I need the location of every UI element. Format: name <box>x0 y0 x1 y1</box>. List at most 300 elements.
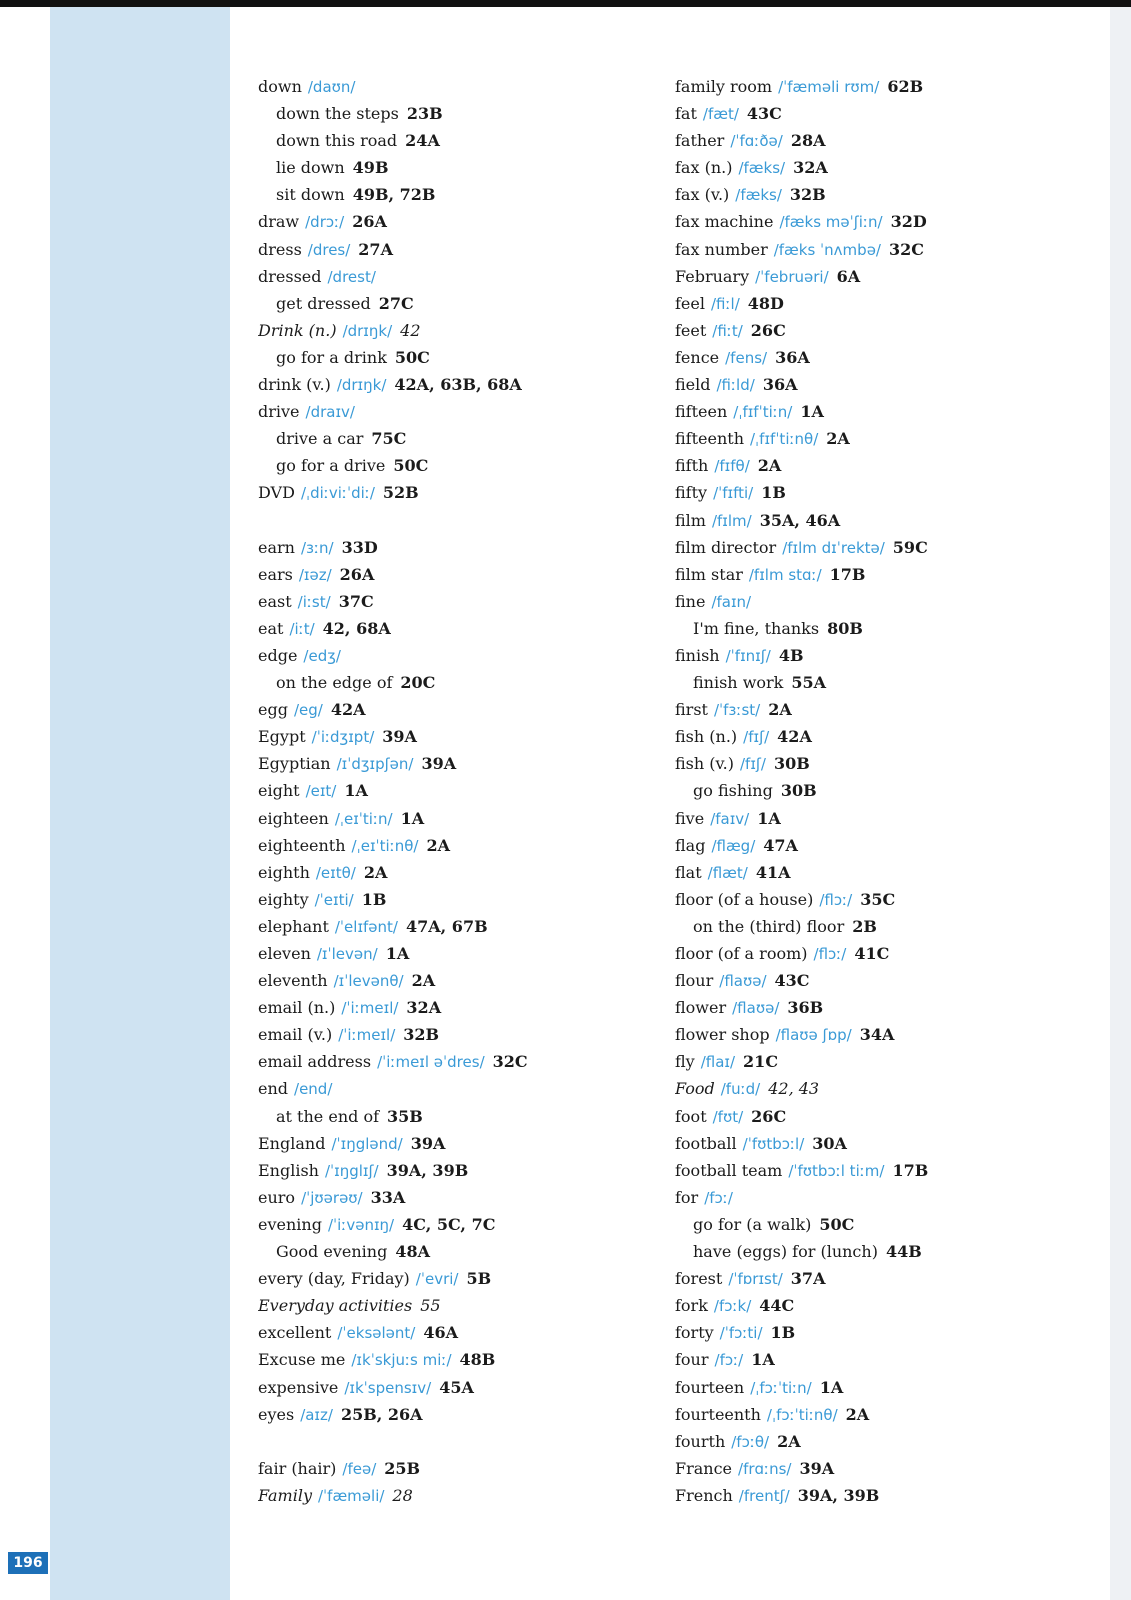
headword: family room <box>675 77 773 96</box>
pronunciation: /fɔːθ/ <box>731 1432 770 1451</box>
unit-reference: 42A, 63B, 68A <box>394 375 522 395</box>
pronunciation: /drest/ <box>327 267 376 286</box>
index-entry <box>258 777 658 804</box>
unit-reference: 80B <box>827 618 863 638</box>
index-entry <box>258 750 658 777</box>
index-entry <box>675 967 1075 994</box>
unit-reference: 26A <box>339 564 375 584</box>
headword: drink (v.) <box>258 375 331 395</box>
index-entry <box>258 452 658 479</box>
headword: fifth <box>675 456 709 476</box>
unit-reference: 27A <box>358 239 393 259</box>
headword: go for (a walk) <box>693 1214 812 1234</box>
headword: fish (n.) <box>675 727 738 747</box>
index-entry <box>675 1130 1075 1157</box>
pronunciation: /ɪˈlevən/ <box>316 945 378 963</box>
index-entry <box>675 669 1075 696</box>
index-entry <box>258 1401 658 1428</box>
pronunciation: /fɪlm/ <box>711 511 752 530</box>
pronunciation: /fæks/ <box>738 159 786 178</box>
index-entry <box>675 750 1075 777</box>
index-entry <box>258 994 658 1021</box>
unit-reference: 27C <box>378 293 414 313</box>
unit-reference: 50C <box>819 1214 855 1234</box>
index-entry <box>258 1184 658 1211</box>
index-entry <box>675 317 1075 344</box>
headword: fax number <box>675 239 768 259</box>
pronunciation: /ˈfæməli/ <box>318 1486 385 1505</box>
unit-reference: 39A <box>410 1133 446 1153</box>
headword: finish <box>675 645 720 665</box>
headword: Good evening <box>276 1242 388 1262</box>
index-entry <box>675 452 1075 479</box>
index-entry <box>258 967 658 994</box>
index-entry <box>258 1075 658 1102</box>
unit-reference: 1A <box>344 781 368 801</box>
pronunciation: /ˈɪŋglənd/ <box>331 1134 403 1153</box>
index-entry <box>675 371 1075 398</box>
pronunciation: /faɪn/ <box>711 592 752 611</box>
index-entry <box>258 236 658 263</box>
headword: email (n.) <box>258 998 336 1018</box>
unit-reference: 4B <box>778 645 804 665</box>
pronunciation: /ˈfebruəri/ <box>755 267 829 286</box>
index-entry <box>675 615 1075 642</box>
index-entry <box>258 615 658 642</box>
index-entry <box>258 696 658 723</box>
headword: feet <box>675 320 707 340</box>
index-entry <box>675 263 1075 290</box>
headword: sit down <box>276 185 345 205</box>
section-gap <box>258 507 658 534</box>
headword: eight <box>258 781 300 801</box>
index-entry <box>675 1238 1075 1265</box>
index-entry <box>675 154 1075 181</box>
headword: eat <box>258 618 284 638</box>
headword: DVD <box>258 483 295 503</box>
pronunciation: /ˈfɜːst/ <box>713 701 761 720</box>
index-entry <box>675 1103 1075 1130</box>
pronunciation: /fɔː/ <box>704 1188 733 1207</box>
pronunciation: /ˌeɪˈtiːn/ <box>334 809 393 828</box>
pronunciation: /ˈfɪnɪʃ/ <box>725 646 771 665</box>
pronunciation: /eɪtθ/ <box>315 863 356 882</box>
headword: fourteen <box>675 1377 745 1397</box>
index-entry <box>258 1292 658 1319</box>
headword: eighteen <box>258 808 329 828</box>
headword: lie down <box>276 158 345 178</box>
index-entry <box>258 1319 658 1346</box>
index-entry <box>675 73 1075 100</box>
unit-reference: 32A <box>793 158 828 178</box>
index-entry <box>675 479 1075 506</box>
pronunciation: /flaʊə ʃɒp/ <box>775 1026 852 1045</box>
pronunciation: /fɪfθ/ <box>714 457 750 476</box>
index-entry <box>258 73 658 100</box>
unit-reference: 6A <box>836 266 861 286</box>
index-entry <box>258 805 658 832</box>
unit-reference: 39A, 39B <box>797 1485 880 1505</box>
headword: on the (third) floor <box>693 916 845 936</box>
unit-reference: 28 <box>392 1485 413 1505</box>
index-entry <box>675 696 1075 723</box>
unit-reference: 24A <box>405 131 440 151</box>
pronunciation: /fæks məˈʃiːn/ <box>779 213 883 232</box>
unit-reference: 2A <box>768 700 792 720</box>
pronunciation: /flæg/ <box>711 836 756 855</box>
unit-reference: 75C <box>371 429 407 449</box>
headword: eleven <box>258 944 311 963</box>
headword: every (day, Friday) <box>258 1269 410 1289</box>
headword: evening <box>258 1214 322 1234</box>
pronunciation: /ˈelɪfənt/ <box>334 917 398 936</box>
headword: east <box>258 591 292 611</box>
unit-reference: 20C <box>400 673 436 693</box>
headword: France <box>675 1458 733 1478</box>
headword: flower shop <box>675 1025 770 1045</box>
index-entry <box>675 100 1075 127</box>
unit-reference: 30A <box>812 1133 847 1153</box>
index-entry <box>258 534 658 561</box>
pronunciation: /flaʊə/ <box>719 972 767 991</box>
unit-reference: 35B <box>387 1106 423 1126</box>
headword: have (eggs) for (lunch) <box>693 1242 878 1262</box>
index-entry <box>258 642 658 669</box>
headword: fifty <box>675 483 708 503</box>
index-entry <box>675 913 1075 940</box>
index-column-right <box>675 73 1075 1509</box>
pronunciation: /drɪŋk/ <box>336 376 387 395</box>
index-entry <box>675 805 1075 832</box>
index-entry <box>675 886 1075 913</box>
headword: dressed <box>258 266 322 286</box>
index-entry <box>258 317 658 344</box>
index-entry <box>258 1157 658 1184</box>
index-entry <box>258 290 658 317</box>
unit-reference: 52B <box>382 483 419 503</box>
unit-reference: 50C <box>393 456 429 476</box>
headword: eleventh <box>258 971 328 991</box>
headword: flour <box>675 971 714 991</box>
unit-reference: 26A <box>352 212 387 232</box>
index-entry <box>258 588 658 615</box>
unit-reference: 41C <box>854 944 890 963</box>
headword: for <box>675 1187 699 1207</box>
pronunciation: /fiːld/ <box>716 376 755 395</box>
index-entry <box>675 208 1075 235</box>
unit-reference: 30B <box>774 754 810 774</box>
unit-reference: 43C <box>774 971 810 991</box>
pronunciation: /fɔːk/ <box>713 1297 752 1316</box>
unit-reference: 17B <box>829 564 866 584</box>
unit-reference: 42, 43 <box>768 1079 820 1099</box>
pronunciation: /fɪʃ/ <box>743 728 770 747</box>
unit-reference: 26C <box>750 320 786 340</box>
headword: get dressed <box>276 293 371 313</box>
pronunciation: /frɑːns/ <box>738 1459 792 1478</box>
unit-reference: 23B <box>406 104 443 124</box>
unit-reference: 21C <box>743 1052 779 1072</box>
pronunciation: /fɪlm stɑː/ <box>748 565 822 584</box>
section-gap <box>258 1428 658 1455</box>
headword: four <box>675 1350 709 1370</box>
headword: fat <box>675 104 697 124</box>
index-entry <box>675 290 1075 317</box>
unit-reference: 2A <box>826 429 850 449</box>
unit-reference: 55 <box>420 1296 441 1316</box>
headword: fax (v.) <box>675 185 730 205</box>
headword: Excuse me <box>258 1350 346 1370</box>
pronunciation: /draɪv/ <box>305 403 355 422</box>
headword: film director <box>675 537 777 557</box>
index-entry <box>675 994 1075 1021</box>
index-entry <box>258 1238 658 1265</box>
pronunciation: /ˌfɔːˈtiːn/ <box>750 1378 812 1397</box>
index-entry <box>675 859 1075 886</box>
pronunciation: /ˈeksələnt/ <box>337 1324 416 1343</box>
headword: foot <box>675 1106 707 1126</box>
unit-reference: 2B <box>852 916 877 936</box>
headword: first <box>675 700 708 720</box>
pronunciation: /fens/ <box>725 348 768 367</box>
index-entry <box>675 642 1075 669</box>
pronunciation: /ˌeɪˈtiːnθ/ <box>351 836 419 855</box>
index-entry <box>258 940 658 967</box>
headword: ears <box>258 564 293 584</box>
index-entry <box>258 1374 658 1401</box>
headword: fifteen <box>675 402 728 422</box>
pronunciation: /iːst/ <box>297 592 331 611</box>
headword: field <box>675 375 711 395</box>
headword: go for a drink <box>276 347 387 367</box>
unit-reference: 48A <box>395 1242 431 1262</box>
pronunciation: /fɪʃ/ <box>739 755 766 774</box>
index-entry <box>675 1374 1075 1401</box>
headword: floor (of a house) <box>675 889 814 909</box>
headword: drive a car <box>276 429 364 449</box>
index-entry <box>675 723 1075 750</box>
pronunciation: /ɪkˈskjuːs miː/ <box>351 1351 452 1370</box>
index-entry <box>258 1265 658 1292</box>
index-entry <box>258 344 658 371</box>
unit-reference: 47A, 67B <box>405 916 488 936</box>
index-entry <box>675 1048 1075 1075</box>
unit-reference: 2A <box>426 835 451 855</box>
pronunciation: /ˈfæməli rʊm/ <box>778 78 880 96</box>
index-entry <box>258 723 658 750</box>
index-entry <box>258 1103 658 1130</box>
headword: earn <box>258 537 295 557</box>
unit-reference: 37C <box>338 591 374 611</box>
index-entry <box>258 154 658 181</box>
headword: flower <box>675 998 727 1018</box>
unit-reference: 30B <box>780 781 817 801</box>
unit-reference: 36A <box>775 347 810 367</box>
pronunciation: /fiːt/ <box>712 321 743 340</box>
unit-reference: 17B <box>892 1160 929 1180</box>
headword: fair (hair) <box>258 1458 337 1478</box>
index-entry <box>258 561 658 588</box>
headword: Everyday activities <box>258 1296 413 1316</box>
index-entry <box>675 777 1075 804</box>
index-entry <box>258 913 658 940</box>
page-edge <box>1110 7 1131 1600</box>
headword: drive <box>258 402 300 422</box>
headword: on the edge of <box>276 673 393 693</box>
unit-reference: 36B <box>787 998 824 1018</box>
unit-reference: 42A <box>330 700 366 720</box>
headword: floor (of a room) <box>675 944 808 963</box>
headword: Food <box>675 1079 715 1099</box>
pronunciation: /ˌfɔːˈtiːnθ/ <box>766 1405 838 1424</box>
headword: email (v.) <box>258 1025 333 1045</box>
headword: fourth <box>675 1431 726 1451</box>
pronunciation: /ɪˈdʒɪpʃən/ <box>336 755 414 774</box>
unit-reference: 46A <box>423 1323 459 1343</box>
pronunciation: /fiːl/ <box>710 294 740 313</box>
index-entry <box>258 371 658 398</box>
pronunciation: /ˌfɪfˈtiːn/ <box>733 403 793 422</box>
pronunciation: /flæt/ <box>707 863 748 882</box>
pronunciation: /end/ <box>294 1080 333 1099</box>
headword: forty <box>675 1323 714 1343</box>
unit-reference: 59C <box>892 537 928 557</box>
headword: down the steps <box>276 104 399 124</box>
pronunciation: /ˈiːvənɪŋ/ <box>327 1215 395 1234</box>
unit-reference: 39A <box>382 727 417 747</box>
index-entry <box>675 1211 1075 1238</box>
index-entry <box>675 1265 1075 1292</box>
headword: excellent <box>258 1323 332 1343</box>
headword: film <box>675 510 706 530</box>
index-entry <box>675 1482 1075 1509</box>
unit-reference: 28A <box>790 131 826 151</box>
pronunciation: /drɪŋk/ <box>342 321 393 340</box>
pronunciation: /ɜːn/ <box>300 538 334 557</box>
index-entry <box>258 398 658 425</box>
index-entry <box>258 263 658 290</box>
index-entry <box>258 479 658 506</box>
unit-reference: 1A <box>751 1350 775 1370</box>
pronunciation: /flaʊə/ <box>732 999 780 1018</box>
headword: Drink (n.) <box>258 320 337 340</box>
unit-reference: 39A, 39B <box>386 1160 469 1180</box>
headword: forest <box>675 1269 723 1289</box>
unit-reference: 26C <box>751 1106 787 1126</box>
pronunciation: /faɪv/ <box>710 809 750 828</box>
pronunciation: /ˈiːmeɪl/ <box>341 999 399 1018</box>
index-entry <box>258 208 658 235</box>
unit-reference: 35C <box>860 889 896 909</box>
pronunciation: /feə/ <box>342 1459 377 1478</box>
pronunciation: /edʒ/ <box>303 646 341 665</box>
pronunciation: /flɔː/ <box>819 890 853 909</box>
unit-reference: 62B <box>887 77 924 96</box>
unit-reference: 33A <box>370 1187 406 1207</box>
unit-reference: 50C <box>394 347 430 367</box>
index-entry <box>258 1048 658 1075</box>
pronunciation: /ˌdiːviːˈdiː/ <box>300 484 375 503</box>
index-entry <box>258 886 658 913</box>
headword: email address <box>258 1052 372 1072</box>
unit-reference: 41A <box>755 862 791 882</box>
index-entry <box>258 669 658 696</box>
index-entry <box>258 1130 658 1157</box>
headword: Egyptian <box>258 754 331 774</box>
pronunciation: /ˈfɒrɪst/ <box>728 1270 783 1289</box>
page-number: 196 <box>8 1552 48 1574</box>
unit-reference: 43C <box>746 104 782 124</box>
headword: dress <box>258 239 302 259</box>
index-entry <box>258 100 658 127</box>
pronunciation: /fæks ˈnʌmbə/ <box>773 240 881 259</box>
index-entry <box>675 1319 1075 1346</box>
index-entry <box>258 1346 658 1373</box>
pronunciation: /ˈevri/ <box>415 1270 459 1289</box>
index-entry <box>675 1455 1075 1482</box>
index-column-left <box>258 73 658 1509</box>
pronunciation: /fɔː/ <box>714 1351 744 1370</box>
index-entry <box>258 425 658 452</box>
unit-reference: 1B <box>761 483 786 503</box>
unit-reference: 49B <box>352 158 389 178</box>
unit-reference: 48B <box>459 1350 496 1370</box>
pronunciation: /ˈfʊtbɔːl tiːm/ <box>788 1161 885 1180</box>
headword: end <box>258 1079 289 1099</box>
headword: Egypt <box>258 727 306 747</box>
headword: edge <box>258 645 298 665</box>
pronunciation: /frentʃ/ <box>738 1486 790 1505</box>
pronunciation: /ˈiːmeɪl əˈdres/ <box>377 1053 485 1072</box>
pronunciation: /eg/ <box>293 701 323 720</box>
index-entry <box>675 940 1075 967</box>
headword: fax machine <box>675 212 774 232</box>
headword: finish work <box>693 673 784 693</box>
index-entry <box>675 1021 1075 1048</box>
unit-reference: 32B <box>403 1025 440 1045</box>
pronunciation: /ɪəz/ <box>298 565 332 584</box>
unit-reference: 25B, 26A <box>340 1404 423 1424</box>
index-entry <box>675 1428 1075 1455</box>
headword: flag <box>675 835 706 855</box>
index-entry <box>258 1482 658 1509</box>
unit-reference: 2A <box>363 862 388 882</box>
unit-reference: 42 <box>400 320 421 340</box>
headword: father <box>675 131 725 151</box>
headword: film star <box>675 564 743 584</box>
index-entry <box>675 398 1075 425</box>
headword: fax (n.) <box>675 158 733 178</box>
pronunciation: /dres/ <box>307 240 351 259</box>
unit-reference: 47A <box>763 835 798 855</box>
index-entry <box>258 181 658 208</box>
headword: fence <box>675 347 720 367</box>
pronunciation: /daʊn/ <box>307 78 356 96</box>
unit-reference: 48D <box>747 293 784 313</box>
pronunciation: /ˈfɔːti/ <box>719 1324 763 1343</box>
index-entry <box>675 832 1075 859</box>
headword: elephant <box>258 916 329 936</box>
index-entry <box>258 1021 658 1048</box>
unit-reference: 1B <box>770 1323 796 1343</box>
unit-reference: 33D <box>341 537 378 557</box>
index-entry <box>675 127 1075 154</box>
unit-reference: 35A, 46A <box>759 510 841 530</box>
headword: fine <box>675 591 706 611</box>
unit-reference: 32C <box>888 239 924 259</box>
index-entry <box>258 1455 658 1482</box>
pronunciation: /fæks/ <box>735 186 782 205</box>
